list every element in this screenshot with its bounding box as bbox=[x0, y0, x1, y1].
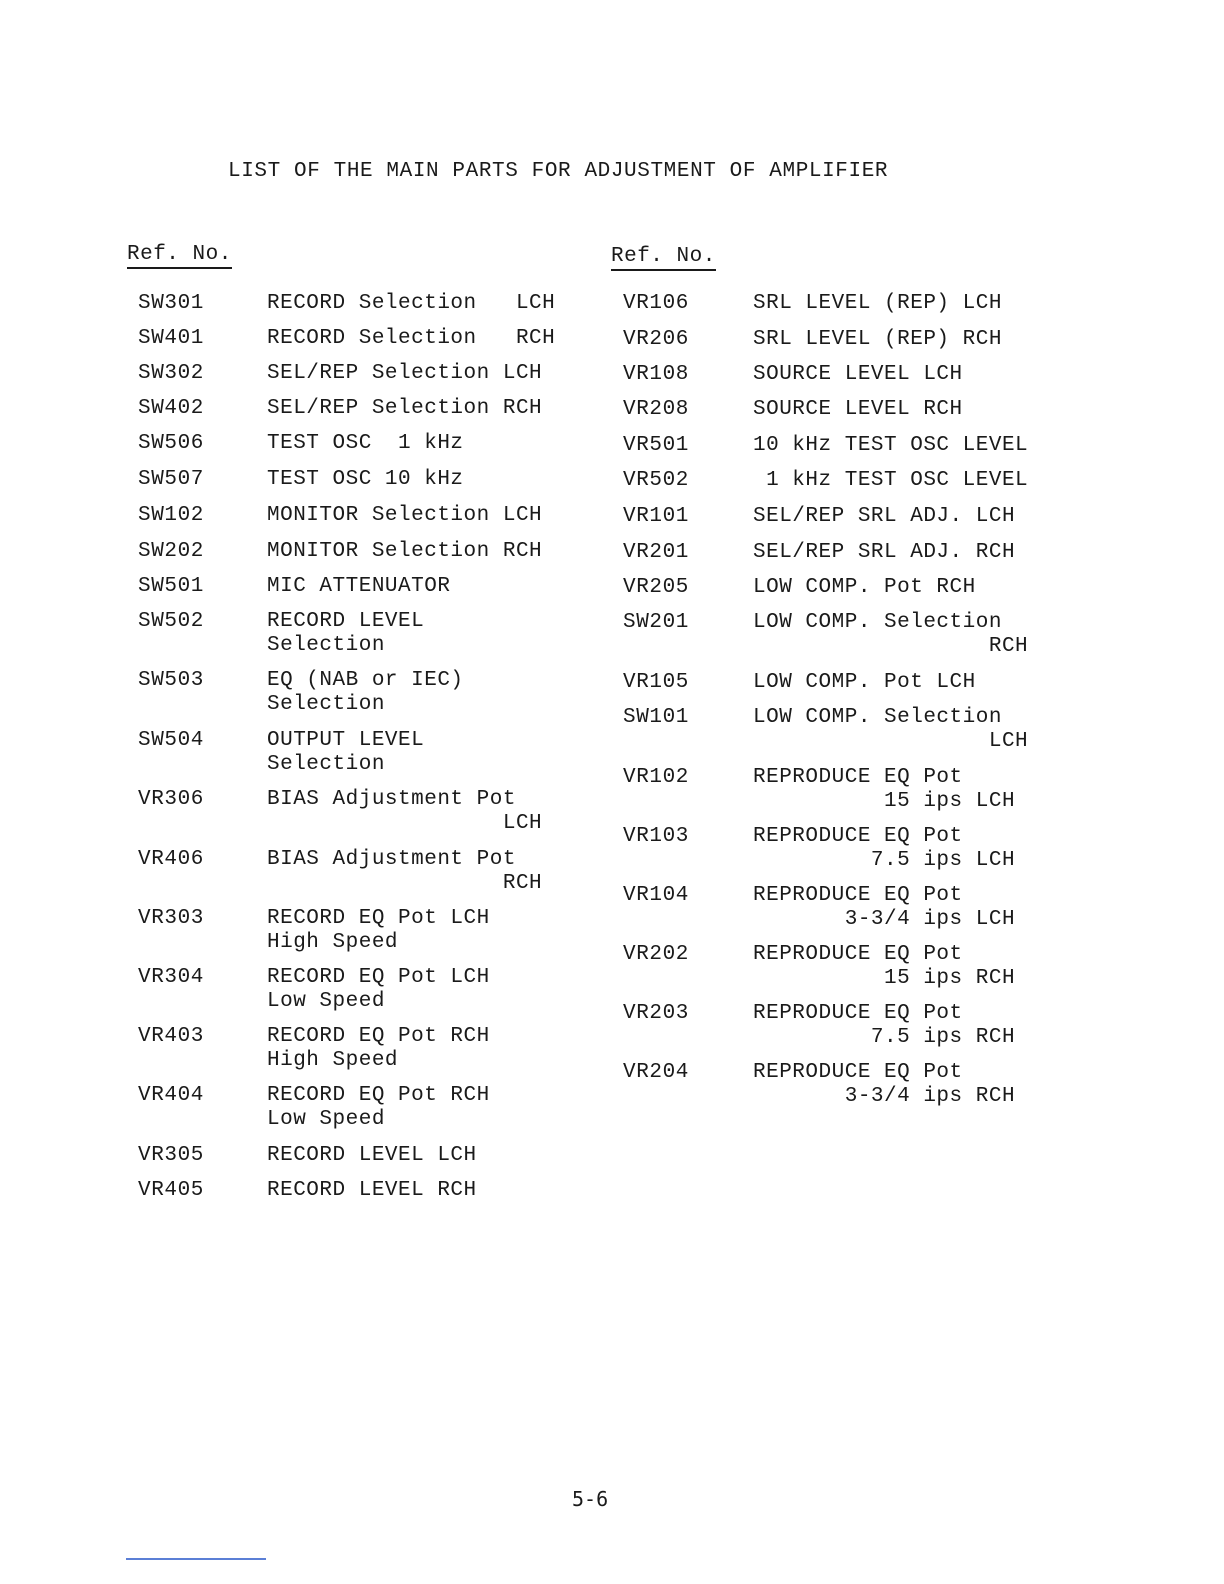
part-description: SRL LEVEL (REP) RCH bbox=[753, 328, 1002, 351]
page-title: LIST OF THE MAIN PARTS FOR ADJUSTMENT OF AMPLIFIER bbox=[228, 160, 889, 183]
ref-number: SW501 bbox=[138, 575, 205, 598]
part-description: SOURCE LEVEL LCH bbox=[753, 363, 963, 386]
ref-number: VR202 bbox=[623, 943, 690, 966]
ref-number: VR501 bbox=[623, 434, 690, 457]
ref-number: VR102 bbox=[623, 766, 690, 789]
part-description: LOW COMP. Selection RCH bbox=[753, 611, 1029, 658]
ref-number: VR204 bbox=[623, 1061, 690, 1084]
ref-number: VR103 bbox=[623, 825, 690, 848]
part-description: 1 kHz TEST OSC LEVEL bbox=[753, 469, 1029, 492]
left-column-header: Ref. No. bbox=[127, 243, 232, 269]
part-description: RECORD EQ Pot LCH Low Speed bbox=[267, 966, 490, 1013]
ref-number: SW504 bbox=[138, 729, 205, 752]
part-description: SRL LEVEL (REP) LCH bbox=[753, 292, 1002, 315]
ref-number: SW201 bbox=[623, 611, 690, 634]
ref-number: SW507 bbox=[138, 468, 205, 491]
ref-number: VR105 bbox=[623, 671, 690, 694]
part-description: OUTPUT LEVEL Selection bbox=[267, 729, 425, 776]
part-description: REPRODUCE EQ Pot 3-3/4 ips RCH bbox=[753, 1061, 1016, 1108]
ref-number: VR502 bbox=[623, 469, 690, 492]
part-description: BIAS Adjustment Pot LCH bbox=[267, 788, 543, 835]
ref-number: SW102 bbox=[138, 504, 205, 527]
part-description: REPRODUCE EQ Pot 7.5 ips LCH bbox=[753, 825, 1016, 872]
part-description: MONITOR Selection LCH bbox=[267, 504, 543, 527]
part-description: EQ (NAB or IEC) Selection bbox=[267, 669, 464, 716]
part-description: LOW COMP. Pot RCH bbox=[753, 576, 976, 599]
part-description: SEL/REP SRL ADJ. RCH bbox=[753, 541, 1016, 564]
ref-number: VR206 bbox=[623, 328, 690, 351]
part-description: REPRODUCE EQ Pot 15 ips LCH bbox=[753, 766, 1016, 813]
part-description: RECORD LEVEL Selection bbox=[267, 610, 425, 657]
part-description: MONITOR Selection RCH bbox=[267, 540, 543, 563]
part-description: MIC ATTENUATOR bbox=[267, 575, 451, 598]
ref-number: SW401 bbox=[138, 327, 205, 350]
ref-number: VR108 bbox=[623, 363, 690, 386]
ref-number: SW502 bbox=[138, 610, 205, 633]
part-description: TEST OSC 10 kHz bbox=[267, 468, 464, 491]
ref-number: VR404 bbox=[138, 1084, 205, 1107]
ref-number: SW506 bbox=[138, 432, 205, 455]
part-description: RECORD EQ Pot LCH High Speed bbox=[267, 907, 490, 954]
ref-number: VR101 bbox=[623, 505, 690, 528]
part-description: LOW COMP. Pot LCH bbox=[753, 671, 976, 694]
ref-number: VR205 bbox=[623, 576, 690, 599]
ref-number: VR406 bbox=[138, 848, 205, 871]
part-description: SEL/REP SRL ADJ. LCH bbox=[753, 505, 1016, 528]
ref-number: VR405 bbox=[138, 1179, 205, 1202]
part-description: REPRODUCE EQ Pot 7.5 ips RCH bbox=[753, 1002, 1016, 1049]
ref-number: VR403 bbox=[138, 1025, 205, 1048]
part-description: 10 kHz TEST OSC LEVEL bbox=[753, 434, 1029, 457]
ref-number: VR305 bbox=[138, 1144, 205, 1167]
part-description: REPRODUCE EQ Pot 3-3/4 ips LCH bbox=[753, 884, 1016, 931]
right-column-header: Ref. No. bbox=[611, 245, 716, 271]
part-description: SEL/REP Selection RCH bbox=[267, 397, 543, 420]
ref-number: SW402 bbox=[138, 397, 205, 420]
ref-number: SW302 bbox=[138, 362, 205, 385]
ref-number: SW301 bbox=[138, 292, 205, 315]
part-description: BIAS Adjustment Pot RCH bbox=[267, 848, 543, 895]
ref-number: VR104 bbox=[623, 884, 690, 907]
part-description: TEST OSC 1 kHz bbox=[267, 432, 464, 455]
footer-rule bbox=[126, 1558, 266, 1560]
ref-number: VR203 bbox=[623, 1002, 690, 1025]
part-description: RECORD LEVEL LCH bbox=[267, 1144, 477, 1167]
part-description: RECORD EQ Pot RCH Low Speed bbox=[267, 1084, 490, 1131]
ref-number: VR306 bbox=[138, 788, 205, 811]
ref-number: SW101 bbox=[623, 706, 690, 729]
part-description: SEL/REP Selection LCH bbox=[267, 362, 543, 385]
part-description: RECORD EQ Pot RCH High Speed bbox=[267, 1025, 490, 1072]
ref-number: VR201 bbox=[623, 541, 690, 564]
ref-number: SW503 bbox=[138, 669, 205, 692]
ref-number: VR208 bbox=[623, 398, 690, 421]
part-description: RECORD LEVEL RCH bbox=[267, 1179, 477, 1202]
ref-number: VR106 bbox=[623, 292, 690, 315]
ref-number: SW202 bbox=[138, 540, 205, 563]
part-description: RECORD Selection RCH bbox=[267, 327, 556, 350]
part-description: SOURCE LEVEL RCH bbox=[753, 398, 963, 421]
part-description: RECORD Selection LCH bbox=[267, 292, 556, 315]
part-description: REPRODUCE EQ Pot 15 ips RCH bbox=[753, 943, 1016, 990]
page-number: 5-6 bbox=[572, 1487, 609, 1511]
ref-number: VR304 bbox=[138, 966, 205, 989]
ref-number: VR303 bbox=[138, 907, 205, 930]
part-description: LOW COMP. Selection LCH bbox=[753, 706, 1029, 753]
